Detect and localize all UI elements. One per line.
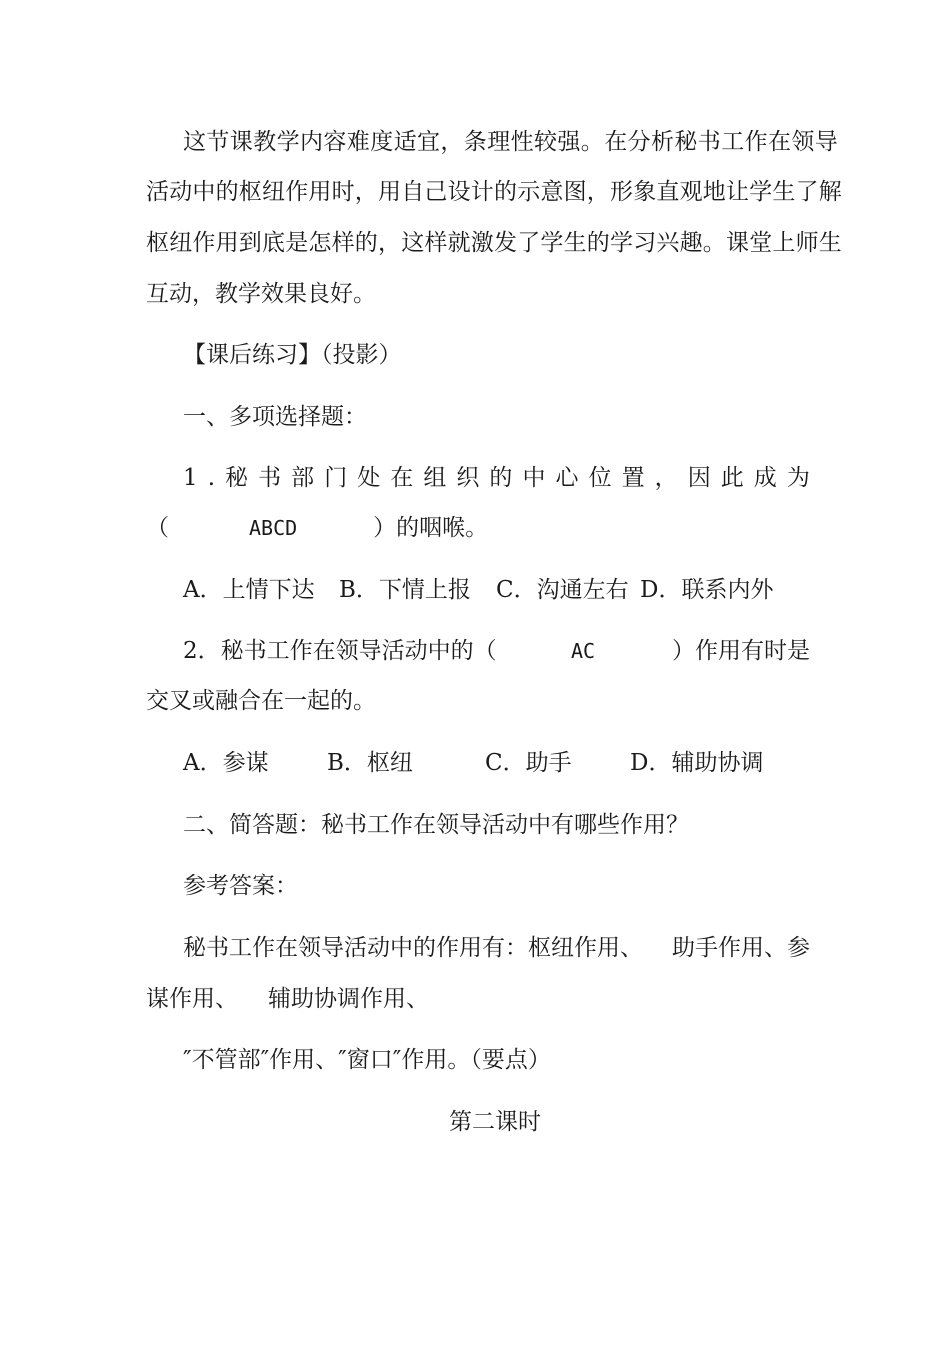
exercise-heading: 【课后练习】（投影） [183, 342, 402, 368]
open-paren: （ [146, 515, 169, 541]
q2-option-b: B．枢纽 [327, 750, 413, 776]
answer-line-3: ″不管部″作用、″窗口″作用。（要点） [183, 1047, 551, 1073]
q1-option-c: C．沟通左右 [496, 577, 629, 603]
summary-line-2: 活动中的枢纽作用时，用自己设计的示意图，形象直观地让学生了解 [146, 179, 842, 205]
question-2-suffix: ）作用有时是 [672, 638, 810, 664]
reference-answer-label: 参考答案： [183, 873, 298, 899]
section-2-title: 二、简答题：秘书工作在领导活动中有哪些作用？ [183, 812, 689, 838]
section-1-title: 一、多项选择题： [183, 404, 367, 430]
q2-option-a: A．参谋 [183, 750, 269, 776]
q1-option-b: B．下情上报 [339, 577, 471, 603]
question-2-answer: AC [571, 639, 596, 663]
next-lesson-title: 第二课时 [449, 1109, 541, 1135]
summary-line-4: 互动，教学效果良好。 [146, 281, 376, 307]
q1-option-d: D．联系内外 [640, 577, 774, 603]
question-1-answer: ABCD [249, 516, 298, 540]
q2-option-d: D．辅助协调 [630, 750, 764, 776]
question-1-line-2 [146, 513, 488, 543]
q1-option-a: A．上情下达 [183, 577, 315, 603]
summary-line-1 [183, 127, 839, 157]
q2-option-c: C．助手 [485, 750, 572, 776]
summary-line-1-text: 这节课教学内容难度适宜，条理性较强。在分析秘书工作在领导 [183, 129, 839, 155]
document-page: 这节课教学内容难度适宜，条理性较强。在分析秘书工作在领导 活动中的枢纽作用时，用自己设计的示意图，形象直观地让学生了解 枢纽作用到底是怎样的，这样就激发了学生的学习兴趣。课堂上师生 互动，教学效果良好。 【课后练习】（投影） 一、多项选择题： 1 . 秘 书 部 门 处 在 组 织 的 中 心 位 置 ， 因 此 成 为 （ ABCD ）的咽喉。 A．上情下达 B．下情上报 C．沟通左右 D．联系内外 2．秘书工作在领导活动中的（ AC ）作用有时是 交叉或融合在一起的。 A．参谋 B．枢纽 C．助手 D．辅助协调 二、简答题：秘书工作在领导活动中有哪些作用？ 参考答案： 秘书工作在领导活动中的作用有：枢纽作用、 助手作用、参 谋作用、 辅助协调作用、 ″不管部″作用、″窗口″作用。（要点） 第二课时 [0, 0, 952, 1347]
question-2-line-2: 交叉或融合在一起的。 [146, 688, 376, 714]
question-2-prefix: 2．秘书工作在领导活动中的（ [183, 638, 497, 664]
summary-line-3: 枢纽作用到底是怎样的，这样就激发了学生的学习兴趣。课堂上师生 [146, 230, 842, 256]
question-1-line-1: 1 . 秘 书 部 门 处 在 组 织 的 中 心 位 置 ， 因 此 成 为 [183, 465, 810, 491]
question-1-close: ）的咽喉。 [373, 515, 489, 541]
